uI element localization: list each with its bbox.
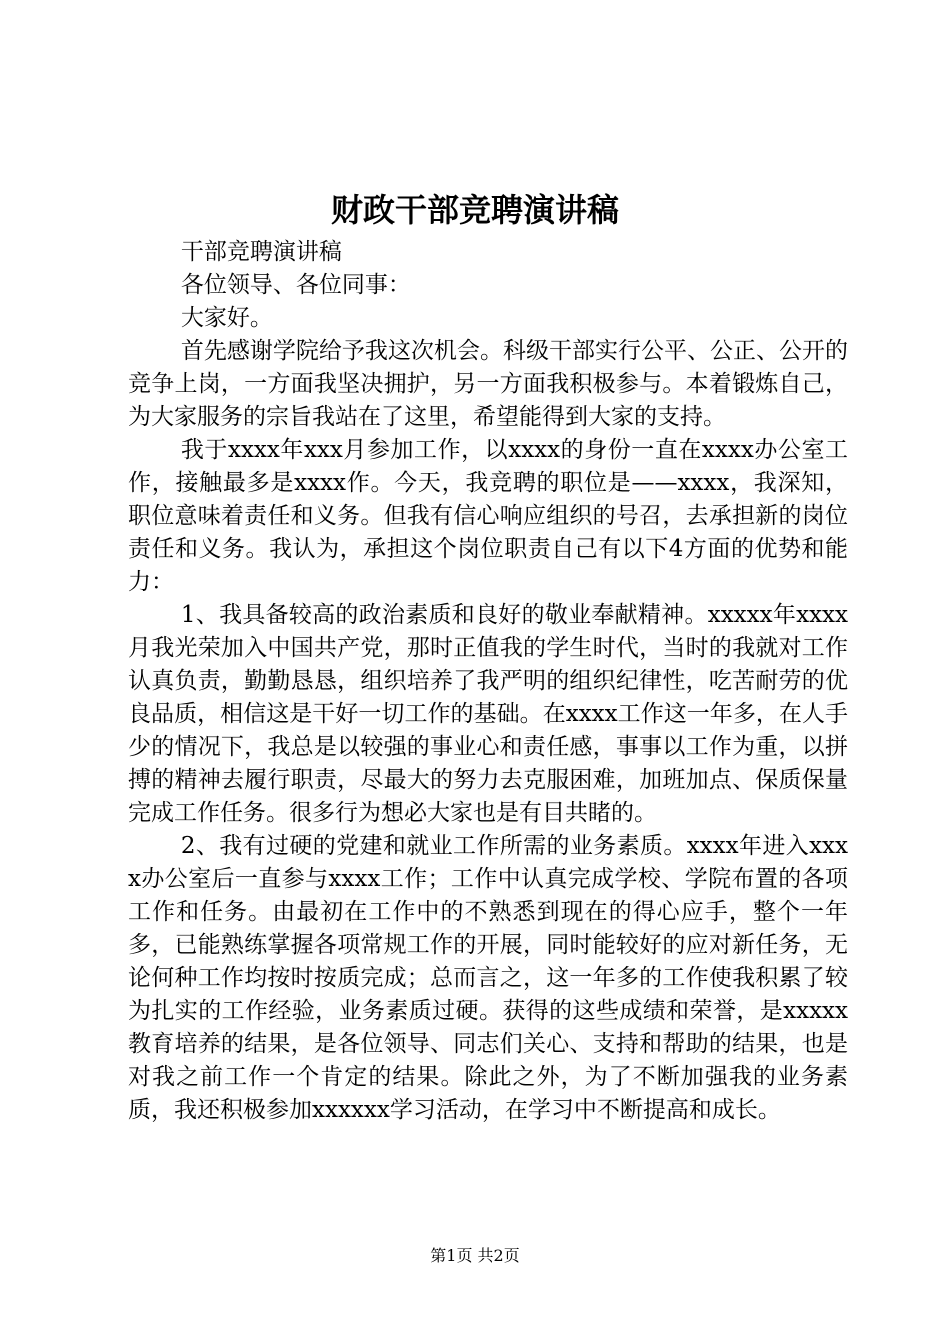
- document-title: 财政干部竞聘演讲稿: [330, 191, 619, 229]
- paragraph-greeting: 大家好。: [180, 305, 273, 331]
- page-number-footer: 第1页 共2页: [430, 1246, 520, 1265]
- document-body: [128, 236, 848, 1127]
- paragraph-point-1: 1、我具备较高的政治素质和良好的敬业奉献精神。xxxxx年xxxx月我光荣加入中国共产党，那时正值我的学生时代，当时的我就对工作认真负责，勤勤恳恳，组织培养了我严明的组织纪律性，吃苦耐劳的优良品质，相信这是干好一切工作的基础。在xxxx工作这一年多，在人手少的情况下，我总是以较强的事业心和责任感，事事以工作为重，以拼搏的精神去履行职责，尽最大的努力去克服困难，加班加点、保质保量完成工作任务。很多行为想必大家也是有目共睹的。: [128, 602, 848, 826]
- paragraph-salutation: 各位领导、各位同事：: [180, 272, 411, 298]
- paragraph-point-2: 2、我有过硬的党建和就业工作所需的业务素质。xxxx年进入xxxx办公室后一直参与xxxx工作；工作中认真完成学校、学院布置的各项工作和任务。由最初在工作中的不熟悉到现在的得心应手，整个一年多，已能熟练掌握各项常规工作的开展，同时能较好的应对新任务，无论何种工作均按时按质完成；总而言之，这一年多的工作使我积累了较为扎实的工作经验，业务素质过硬。获得的这些成绩和荣誉，是xxxxx教育培养的结果，是各位领导、同志们关心、支持和帮助的结果，也是对我之前工作一个肯定的结果。除此之外，为了不断加强我的业务素质，我还积极参加xxxxxx学习活动，在学习中不断提高和成长。: [128, 833, 848, 1123]
- paragraph-intro: 首先感谢学院给予我这次机会。科级干部实行公平、公正、公开的竞争上岗，一方面我坚决拥护，另一方面我积极参与。本着锻炼自己，为大家服务的宗旨我站在了这里，希望能得到大家的支持。: [128, 338, 848, 430]
- paragraph-background: 我于xxxx年xxx月参加工作，以xxxx的身份一直在xxxx办公室工作，接触最多是xxxx作。今天，我竞聘的职位是——xxxx，我深知，职位意味着责任和义务。但我有信心响应组织的号召，去承担新的岗位责任和义务。我认为，承担这个岗位职责自己有以下4方面的优势和能力：: [128, 437, 848, 595]
- paragraph-subtitle: 干部竞聘演讲稿: [180, 239, 342, 265]
